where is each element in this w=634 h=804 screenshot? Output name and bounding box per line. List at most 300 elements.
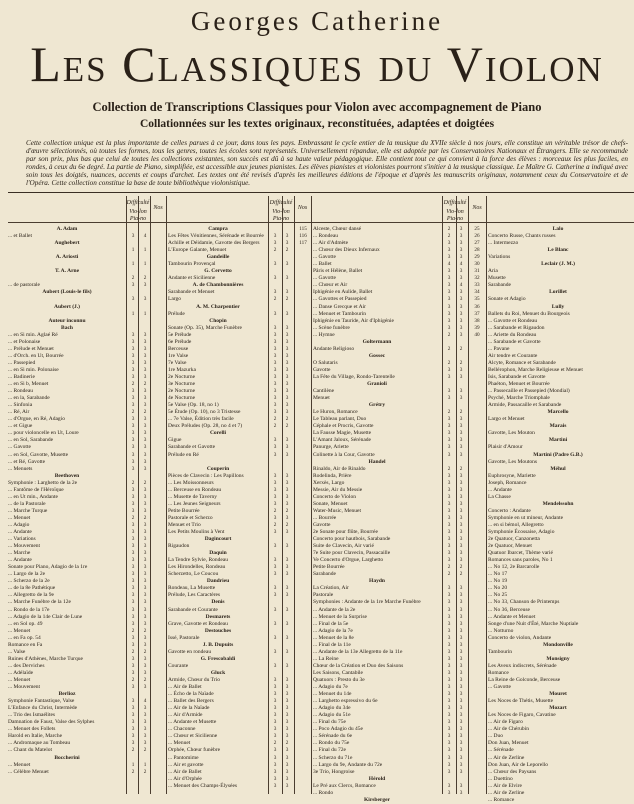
work-entry — [488, 614, 634, 621]
work-title: Gavotte — [313, 521, 331, 528]
work-entry — [488, 769, 634, 776]
work-entry — [313, 550, 486, 557]
work-entry — [313, 501, 486, 508]
work-entry — [168, 501, 312, 508]
work-title: O Salutaris — [313, 359, 338, 366]
work-title: Orphée, Chœur funèbre — [168, 747, 221, 754]
composer-name: Haydn — [369, 578, 385, 585]
work-title: ... Final du 72e — [313, 747, 346, 754]
difficulty-value: 3 — [131, 669, 135, 676]
composer-name: Campra — [208, 226, 228, 232]
work-entry — [488, 755, 634, 762]
work-entry — [313, 755, 486, 762]
difficulty-value: 2 — [131, 677, 135, 683]
work-title: ... Air de Ballet — [168, 768, 202, 775]
difficulty-value: 3 — [143, 296, 147, 303]
work-title: Symphonie Écossaise, Adagio — [488, 529, 555, 536]
work-entry — [168, 353, 312, 360]
difficulty-value: 3 — [131, 529, 135, 536]
work-title: 2e Quatuor, Canzonetta — [488, 536, 540, 543]
difficulty-value: 2 — [447, 331, 451, 338]
work-entry — [488, 536, 634, 543]
work-entry — [8, 592, 168, 599]
work-title: Colinette à la Cour, Gavotte — [313, 451, 375, 458]
work-entry — [488, 733, 634, 740]
work-entry — [488, 353, 634, 360]
work-title: Les Noces de Thétis, Musette — [488, 698, 554, 705]
work-title: ... Rondeau — [313, 233, 339, 240]
work-title: ... Menuets — [8, 465, 33, 472]
difficulty-value: 3 — [285, 500, 289, 507]
difficulty-value: 3 — [131, 543, 135, 550]
difficulty-value: 3 — [459, 768, 463, 775]
work-entry — [8, 437, 168, 444]
work-entry — [168, 755, 312, 762]
work-entry — [168, 705, 312, 712]
work-entry — [313, 783, 486, 790]
difficulty-value: 2 — [447, 571, 451, 578]
composer-heading — [8, 318, 168, 325]
work-entry — [313, 557, 486, 564]
work-entry — [488, 783, 634, 790]
difficulty-value: 2 — [143, 768, 147, 775]
difficulty-value: 2 — [143, 747, 147, 754]
difficulty-value: 3 — [273, 289, 277, 296]
difficulty-value: 3 — [285, 233, 289, 240]
work-entry — [488, 571, 634, 578]
difficulty-value: 3 — [131, 684, 135, 691]
difficulty-value: 3 — [143, 585, 147, 592]
work-title: Menuet et Trio — [168, 521, 201, 528]
difficulty-value: 3 — [447, 430, 451, 437]
work-title: ... Sérénade — [488, 747, 514, 754]
work-title: ... No 12, 2e Barcarolle — [488, 564, 540, 571]
difficulty-value: 3 — [131, 592, 135, 599]
difficulty-value: 3 — [131, 613, 135, 620]
difficulty-value: 3 — [131, 578, 135, 585]
work-entry — [8, 726, 168, 733]
difficulty-value: 3 — [447, 761, 451, 768]
work-entry — [8, 733, 168, 740]
work-title: ... de la 8e Pathétique — [8, 585, 56, 592]
work-title: Gavotte en rondeau — [168, 648, 212, 655]
work-title: ... No 19 — [488, 578, 508, 585]
difficulty-value: 3 — [285, 712, 289, 719]
difficulty-value: 3 — [459, 613, 463, 620]
difficulty-value: 2 — [447, 359, 451, 366]
work-entry — [488, 557, 634, 564]
work-title: ... Bourrée — [313, 514, 337, 521]
work-title: ... Rondo de la 17e — [8, 606, 50, 613]
work-entry — [8, 557, 168, 564]
difficulty-value: 3 — [273, 557, 277, 564]
work-title: ... Ariette du Rondeau — [488, 331, 537, 338]
composer-name: Mondonville — [543, 641, 573, 648]
difficulty-value: 3 — [273, 768, 277, 775]
catalog-number: 115 — [299, 226, 307, 232]
catalog-number: 27 — [474, 240, 480, 247]
difficulty-value: 3 — [459, 782, 463, 789]
difficulty-value: 1 — [143, 261, 147, 268]
difficulty-value: 3 — [143, 599, 147, 606]
difficulty-value: 3 — [459, 698, 463, 705]
work-entry — [313, 628, 486, 635]
header-difficulty: Difficulté — [126, 200, 150, 206]
difficulty-value: 3 — [273, 275, 277, 282]
work-title: ... en Si min. Polonaise — [8, 366, 59, 373]
difficulty-value: 3 — [447, 655, 451, 662]
work-entry — [488, 790, 634, 797]
difficulty-value: 3 — [459, 373, 463, 380]
difficulty-value: 3 — [143, 465, 147, 472]
work-title: Harold en Italie, Marche — [8, 733, 63, 740]
difficulty-value: 3 — [143, 345, 147, 352]
difficulty-value: 3 — [285, 733, 289, 740]
work-title: ... Berceuse en Rondeau — [168, 486, 222, 493]
difficulty-value: 3 — [447, 557, 451, 564]
work-entry — [313, 430, 486, 437]
difficulty-value: 2 — [285, 521, 289, 528]
difficulty-value: 3 — [143, 634, 147, 641]
work-entry — [8, 494, 168, 501]
work-title: ... Adélaïde — [8, 669, 34, 676]
work-entry — [168, 473, 312, 480]
composer-name: Marcello — [547, 409, 569, 416]
composer-name: Gandeille — [206, 254, 230, 261]
work-title: Iphigénie en Aulide, Ballet — [313, 289, 373, 296]
work-entry — [8, 388, 168, 395]
work-title: Panurge, Ariette — [313, 444, 349, 451]
catalog-column-2 — [168, 226, 312, 790]
composer-name: G. Cervetto — [204, 268, 232, 275]
composer-heading — [168, 656, 312, 663]
difficulty-value: 3 — [131, 423, 135, 430]
work-entry — [8, 353, 168, 360]
difficulty-value: 3 — [143, 521, 147, 528]
difficulty-value: 3 — [459, 366, 463, 373]
composer-name: Goltermann — [362, 338, 392, 345]
work-title: ... Menuet des Champs-Élysées — [168, 782, 238, 789]
difficulty-value: 3 — [447, 275, 451, 282]
catalog-number: 38 — [474, 317, 480, 324]
work-title: Largo et Menuet — [488, 416, 525, 423]
difficulty-value: 3 — [285, 388, 289, 395]
difficulty-value: 2 — [459, 571, 463, 578]
difficulty-value: 3 — [459, 726, 463, 733]
work-entry — [168, 776, 312, 783]
difficulty-value: 3 — [143, 557, 147, 564]
work-title: ... Intermezzo — [488, 240, 519, 247]
difficulty-value: 3 — [273, 571, 277, 578]
difficulty-value: 2 — [447, 345, 451, 352]
difficulty-value: 3 — [447, 296, 451, 303]
work-title: ... Adagio du 7e — [313, 684, 348, 691]
composer-name: Lully — [551, 303, 565, 310]
work-entry — [168, 346, 312, 353]
composer-heading — [168, 318, 312, 325]
composer-name: Auteur inconnu — [48, 317, 86, 324]
difficulty-value: 3 — [285, 648, 289, 655]
work-entry — [488, 444, 634, 451]
difficulty-value: 3 — [273, 395, 277, 402]
work-title: 7e Suite pour Clavecin, Passacaille — [313, 550, 391, 557]
difficulty-value: 3 — [131, 451, 135, 458]
difficulty-value: 3 — [131, 564, 135, 571]
work-title: ... en si bémol, Allegretto — [488, 521, 544, 528]
work-title: Quatuors : Presto du 3e — [313, 677, 365, 683]
work-entry — [488, 719, 634, 726]
difficulty-value: 3 — [447, 395, 451, 402]
difficulty-value: 3 — [285, 564, 289, 571]
work-entry — [8, 564, 168, 571]
difficulty-value: 3 — [143, 578, 147, 585]
composer-name: Marais — [549, 423, 567, 430]
work-entry — [488, 599, 634, 606]
work-entry — [488, 494, 634, 501]
difficulty-value: 3 — [273, 592, 277, 599]
difficulty-value: 3 — [131, 282, 135, 289]
composer-heading — [313, 459, 486, 466]
work-title: Concerto pour hautbois, Sarabande — [313, 536, 391, 543]
difficulty-value: 3 — [447, 529, 451, 536]
difficulty-value: 3 — [143, 543, 147, 550]
work-title: Tambourin Provençal — [168, 261, 216, 268]
difficulty-value: 3 — [143, 719, 147, 726]
difficulty-value: 3 — [459, 606, 463, 613]
work-title: ... Menuet et Tambourin — [313, 310, 366, 317]
composer-heading — [8, 304, 168, 311]
difficulty-value: 3 — [273, 310, 277, 317]
composer-heading — [313, 578, 486, 585]
work-entry — [488, 367, 634, 374]
difficulty-value: 3 — [143, 437, 147, 444]
work-title: ... Andante — [8, 557, 32, 564]
composer-name: Aubert (Louis-le fils) — [42, 289, 92, 296]
difficulty-value: 3 — [459, 507, 463, 514]
work-title: ... Scène funèbre — [313, 324, 350, 331]
work-entry — [8, 311, 168, 318]
work-entry — [168, 381, 312, 388]
difficulty-value: 3 — [131, 606, 135, 613]
work-title: Xerxès, Largo — [313, 479, 345, 486]
work-entry — [168, 275, 312, 282]
composer-heading — [488, 437, 634, 444]
work-title: Bellérophon, Marche Religieuse et Menuet — [488, 366, 583, 373]
work-entry — [488, 332, 634, 339]
work-entry — [8, 515, 168, 522]
difficulty-value: 3 — [459, 324, 463, 331]
work-entry — [8, 642, 168, 649]
work-title: Le Pré aux Clercs, Romance — [313, 782, 376, 789]
work-entry — [313, 663, 486, 670]
difficulty-value: 3 — [143, 373, 147, 380]
work-entry — [313, 712, 486, 719]
work-entry — [8, 430, 168, 437]
difficulty-value: 3 — [285, 691, 289, 698]
difficulty-value: 3 — [273, 479, 277, 486]
difficulty-value: 3 — [459, 754, 463, 761]
difficulty-value: 3 — [285, 373, 289, 380]
difficulty-value: 3 — [285, 606, 289, 613]
difficulty-value: 3 — [459, 599, 463, 606]
difficulty-value: 3 — [447, 451, 451, 458]
difficulty-value: 3 — [459, 254, 463, 261]
header-vio-pia: Vio-lon Pia-no — [446, 209, 464, 222]
difficulty-value: 2 — [285, 740, 289, 747]
work-entry — [168, 247, 312, 254]
work-entry — [168, 459, 312, 466]
difficulty-value: 3 — [285, 402, 289, 409]
catalog-number: 39 — [474, 324, 480, 331]
work-title: L'Europe Galante, Menuet — [168, 247, 227, 254]
work-entry — [8, 360, 168, 367]
difficulty-value: 3 — [447, 782, 451, 789]
work-entry — [8, 550, 168, 557]
work-title: ... Menuet de la Surprise — [313, 613, 367, 620]
work-title: Pâris et Hélène, Ballet — [313, 268, 363, 275]
difficulty-value: 3 — [447, 268, 451, 275]
work-entry — [488, 621, 634, 628]
work-title: ... Sarabande et Rigaudon — [488, 324, 545, 331]
difficulty-value: 3 — [459, 268, 463, 275]
difficulty-value: 3 — [285, 726, 289, 733]
work-title: 5e Valse (Op. 18, no 1) — [168, 402, 219, 409]
difficulty-value: 3 — [459, 536, 463, 543]
difficulty-value: 3 — [143, 726, 147, 733]
work-title: Les Fêtes Vénitiennes, Sérénade et Bourrée — [168, 233, 264, 240]
catalog-number: 25 — [474, 226, 480, 232]
work-entry — [168, 494, 312, 501]
difficulty-value: 3 — [273, 359, 277, 366]
difficulty-value: 2 — [143, 409, 147, 416]
work-title: 5e Prélude — [168, 331, 192, 338]
difficulty-value: 3 — [143, 592, 147, 599]
work-title: ... La Reine — [313, 655, 339, 662]
composer-name: Destouches — [204, 627, 232, 634]
work-title: ... Duo — [488, 733, 503, 740]
work-entry — [313, 733, 486, 740]
work-entry — [488, 522, 634, 529]
difficulty-value: 3 — [447, 289, 451, 296]
composer-heading — [488, 501, 634, 508]
difficulty-value: 3 — [273, 472, 277, 479]
difficulty-value: 1 — [143, 310, 147, 317]
composer-name: Daquin — [209, 550, 227, 557]
work-entry — [313, 564, 486, 571]
work-entry — [488, 480, 634, 487]
difficulty-value: 3 — [447, 789, 451, 796]
difficulty-value: 3 — [447, 599, 451, 606]
work-entry — [8, 663, 168, 670]
work-entry — [488, 712, 634, 719]
difficulty-value: 3 — [131, 352, 135, 359]
difficulty-value: 3 — [143, 359, 147, 366]
work-entry — [168, 747, 312, 754]
work-title: Ve Concerto d'Orgue, Larghetto — [313, 557, 384, 564]
work-title: Pastorale — [313, 592, 334, 599]
work-entry — [488, 395, 634, 402]
composer-name: Desmarets — [205, 613, 231, 620]
composer-heading — [168, 430, 312, 437]
difficulty-value: 2 — [143, 479, 147, 486]
work-entry — [488, 585, 634, 592]
difficulty-value: 2 — [447, 465, 451, 472]
work-entry — [313, 332, 486, 339]
difficulty-value: 2 — [459, 564, 463, 571]
work-entry — [313, 444, 486, 451]
difficulty-value: 3 — [285, 331, 289, 338]
composer-heading — [168, 628, 312, 635]
work-entry — [313, 367, 486, 374]
work-entry — [313, 289, 486, 296]
catalog-number: 36 — [474, 303, 480, 310]
work-title: Aria — [488, 268, 498, 275]
composer-name: Le Blanc — [547, 247, 569, 254]
composer-name: Monsigny — [546, 655, 570, 662]
difficulty-value: 3 — [143, 444, 147, 451]
work-title: ... en Ut min., Andante — [8, 493, 58, 500]
work-title: Symphonies : Andante de la 1re Marche Funèbre — [313, 599, 421, 606]
work-title: ... en Si min. Aglaé Ré — [8, 331, 58, 338]
work-entry — [168, 311, 312, 318]
work-title: ... Menuet des Follets — [8, 726, 56, 733]
difficulty-value: 3 — [273, 345, 277, 352]
work-entry — [488, 430, 634, 437]
work-title: ... Adagio de la 7e — [313, 627, 353, 634]
work-title: 2e Nocturne — [168, 373, 196, 380]
difficulty-value: 3 — [131, 493, 135, 500]
work-title: Ruines d'Athènes, Marche Turque — [8, 655, 83, 662]
difficulty-value: 2 — [131, 381, 135, 388]
work-title: ... Scherzo du 71e — [313, 754, 353, 761]
difficulty-value: 3 — [447, 698, 451, 705]
difficulty-value: 3 — [459, 521, 463, 528]
work-title: Les Aveux indiscrets, Sérénade — [488, 662, 557, 669]
composer-heading — [313, 402, 486, 409]
work-title: 2e Quatuor, Menuet — [488, 543, 532, 550]
difficulty-value: 3 — [131, 655, 135, 662]
work-entry — [313, 691, 486, 698]
work-title: Musette — [488, 275, 506, 282]
difficulty-value: 3 — [447, 282, 451, 289]
difficulty-value: 3 — [143, 388, 147, 395]
work-entry — [8, 670, 168, 677]
difficulty-value: 2 — [131, 768, 135, 775]
difficulty-value: 3 — [447, 754, 451, 761]
composer-name: Lorillet — [549, 289, 567, 296]
work-entry — [313, 585, 486, 592]
difficulty-value: 3 — [447, 648, 451, 655]
difficulty-value: 3 — [285, 677, 289, 683]
work-title: ... Scherzo de la 2e — [8, 578, 50, 585]
difficulty-value: 3 — [273, 261, 277, 268]
work-entry — [488, 360, 634, 367]
work-entry — [313, 670, 486, 677]
work-title: ... Danse Grecque et Air — [313, 303, 366, 310]
work-entry — [313, 747, 486, 754]
work-entry — [313, 437, 486, 444]
work-title: ... Pantomime — [168, 754, 199, 761]
work-entry — [488, 282, 634, 289]
difficulty-value: 3 — [447, 592, 451, 599]
work-entry — [168, 515, 312, 522]
composer-heading — [488, 304, 634, 311]
collection-title: Les Classiques du Violon — [30, 36, 604, 92]
work-title: ... et Gigue — [8, 423, 33, 430]
difficulty-value: 3 — [459, 712, 463, 719]
difficulty-value: 3 — [273, 691, 277, 698]
work-title: Armide, Chœur du Trio — [168, 677, 220, 683]
